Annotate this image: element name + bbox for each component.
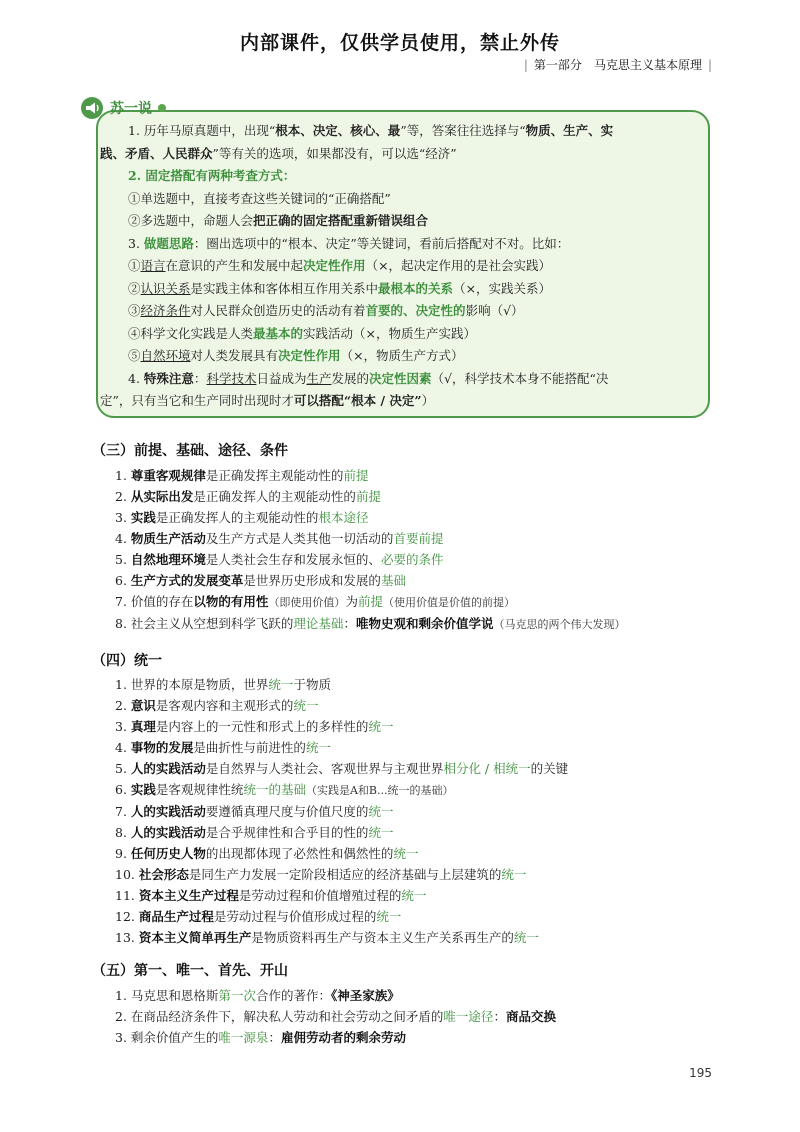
tip-line-11: 4. 特殊注意：科学技术日益成为生产发展的决定性因素（√，科学技术本身不能搭配“决: [128, 370, 609, 386]
tip-label-text: 苏一说: [110, 101, 152, 117]
list-item: 3. 剩余价值产生的唯一源泉：雇佣劳动者的剩余劳动: [115, 1030, 406, 1045]
list-item: 4. 物质生产活动及生产方式是人类其他一切活动的首要前提: [115, 531, 444, 546]
list-item: 9. 任何历史人物的出现都体现了必然性和偶然性的统一: [115, 846, 419, 861]
megaphone-icon: [80, 96, 104, 120]
tip-line-2: 2. 固定搭配有两种考查方式：: [128, 168, 296, 183]
section-4-title: （四）统一: [92, 653, 162, 669]
list-item: 3. 真理是内容上的一元性和形式上的多样性的统一: [115, 719, 394, 734]
tip-line-1: 1. 历年马原真题中，出现“根本、决定、核心、最”等，答案往往选择与“物质、生产、实: [128, 123, 614, 138]
list-item: 8. 社会主义从空想到科学飞跃的理论基础：唯物史观和剩余价值学说（马克思的两个伟大发现）: [115, 616, 626, 631]
tip-line-8: ③经济条件对人民群众创造历史的活动有着首要的、决定性的影响（√）: [128, 303, 524, 318]
page-number: 195: [689, 1066, 712, 1080]
section-4-list: [115, 674, 755, 948]
list-item: 11. 资本主义生产过程是劳动过程和价值增殖过程的统一: [115, 888, 427, 903]
list-item: 1. 世界的本原是物质，世界统一于物质: [115, 677, 331, 692]
watermark-banner: 内部课件，仅供学员使用，禁止外传: [239, 32, 560, 54]
tip-line-6: ①语言在意识的产生和发展中起决定性作用（×，起决定作用的是社会实践）: [128, 258, 552, 273]
list-item: 13. 资本主义简单再生产是物质资料再生产与资本主义生产关系再生产的统一: [115, 930, 539, 945]
running-header: | 第一部分 马克思主义基本原理 |: [523, 58, 712, 72]
list-item: 6. 实践是客观规律性统统一的基础（实践是A和B...统一的基础）: [115, 782, 454, 797]
tip-line-9: ④科学文化实践是人类最基本的实践活动（×，物质生产实践）: [128, 325, 477, 341]
section-5-list: [115, 985, 755, 1048]
tip-line-5: 3. 做题思路：圈出选项中的“根本、决定”等关键词，看前后搭配对不对。比如：: [128, 235, 570, 251]
tip-line-10: ⑤自然环境对人类发展具有决定性作用（×，物质生产方式）: [128, 348, 464, 363]
section-5-title: （五）第一、唯一、首先、开山: [92, 963, 288, 979]
list-item: 1. 尊重客观规律是正确发挥主观能动性的前提: [115, 468, 369, 483]
header-part: 第一部分: [533, 58, 582, 72]
list-item: 12. 商品生产过程是劳动过程与价值形成过程的统一: [115, 909, 402, 924]
list-item: 3. 实践是正确发挥人的主观能动性的根本途径: [115, 510, 369, 525]
list-item: 2. 意识是客观内容和主观形式的统一: [115, 698, 319, 713]
section-3-title: （三）前提、基础、途径、条件: [92, 443, 288, 459]
list-item: 6. 生产方式的发展变革是世界历史形成和发展的基础: [115, 573, 406, 588]
list-item: 5. 人的实践活动是自然界与人类社会、客观世界与主观世界相分化 / 相统一的关键: [115, 761, 569, 776]
list-item: 10. 社会形态是同生产力发展一定阶段相适应的经济基础与上层建筑的统一: [115, 867, 527, 882]
tip-content: [100, 120, 700, 413]
list-item: 2. 从实际出发是正确发挥人的主观能动性的前提: [115, 489, 381, 504]
tip-line-4: ②多选题中，命题人会把正确的固定搭配重新错误组合: [128, 213, 429, 228]
list-item: 4. 事物的发展是曲折性与前进性的统一: [115, 740, 331, 755]
tip-line-1b: 践、矛盾、人民群众”等有关的选项，如果都没有，可以选“经济”: [100, 145, 457, 161]
tip-label: [80, 96, 166, 120]
list-item: 8. 人的实践活动是合乎规律性和合乎目的性的统一: [115, 825, 394, 840]
tip-line-12: 定”，只有当它和生产同时出现时才可以搭配“根本 / 决定”）: [100, 393, 435, 408]
header-title: 马克思主义基本原理: [593, 58, 702, 72]
list-item: 2. 在商品经济条件下，解决私人劳动和社会劳动之间矛盾的唯一途径：商品交换: [115, 1009, 556, 1024]
tip-label-dot: [158, 104, 166, 112]
list-item: 7. 人的实践活动要遵循真理尺度与价值尺度的统一: [115, 804, 394, 819]
section-3-list: [115, 465, 755, 635]
list-item: 1. 马克思和恩格斯第一次合作的著作：《神圣家族》: [115, 988, 400, 1003]
list-item: 5. 自然地理环境是人类社会生存和发展永恒的、必要的条件: [115, 552, 444, 567]
list-item: 7. 价值的存在以物的有用性（即使用价值）为前提（使用价值是价值的前提）: [115, 594, 515, 609]
tip-line-3: ①单选题中，直接考查这些关键词的“正确搭配”: [128, 190, 391, 206]
tip-line-7: ②认识关系是实践主体和客体相互作用关系中最根本的关系（×，实践关系）: [128, 280, 552, 296]
